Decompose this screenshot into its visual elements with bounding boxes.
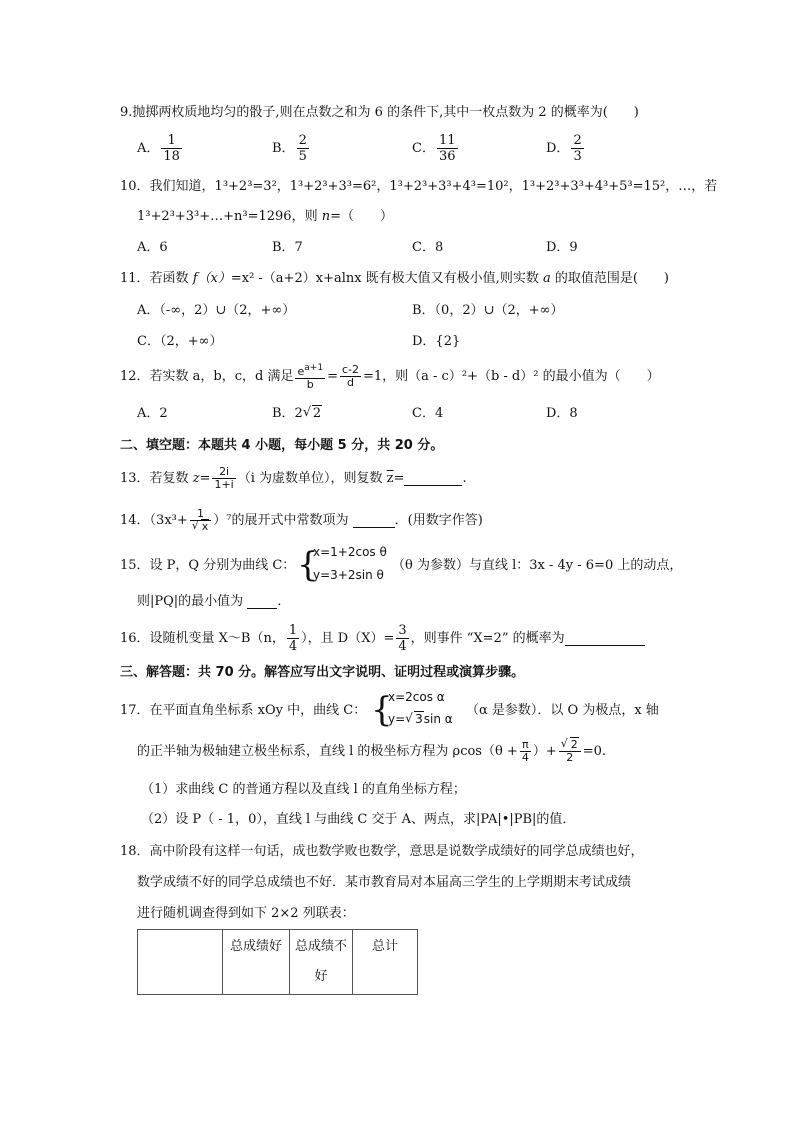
- section-2-heading: 二、填空题：本题共 4 小题，每小题 5 分，共 20 分。: [120, 438, 444, 453]
- q11-option-b: B．（0，2）∪（2，+∞）: [412, 303, 564, 318]
- q15-system-line2: y=3+2sin θ: [313, 568, 384, 582]
- q17-stem-pre: 17．在平面直角坐标系 xOy 中，曲线 C：: [120, 703, 367, 718]
- q18-line1: 18．高中阶段有这样一句话，成也数学败也数学，意思是说数学成绩好的同学总成绩也好，: [120, 844, 644, 859]
- q15-line2: 则|PQ|的最小值为 ．: [137, 594, 291, 609]
- q10-line2: 1³+2³+3³+…+n³=1296，则 n=（ ）: [137, 209, 393, 224]
- q17-system-line1: x=2cos α: [388, 690, 445, 704]
- q15-stem-post: （θ 为参数）与直线 l：3x - 4y - 6=0 上的动点，: [392, 558, 683, 573]
- q18-line2: 数学成绩不好的同学总成绩也不好．某市教育局对本届高三学生的上学期期末考试成绩: [137, 875, 632, 890]
- q10-option-d: D．9: [546, 240, 578, 255]
- q9-option-a: A． $\frac{1}{18}$: [137, 133, 180, 164]
- q12-option-a: A．2: [137, 406, 168, 421]
- q18-line3: 进行随机调查得到如下 2×2 列联表：: [137, 906, 355, 921]
- q15-brace: {: [297, 545, 319, 585]
- q17-part1: （1）求曲线 C 的普通方程以及直线 l 的直角坐标方程；: [141, 782, 466, 797]
- q17-brace: {: [371, 690, 393, 730]
- q15-answer-blank: [247, 595, 277, 609]
- q10-option-b: B．7: [272, 240, 303, 255]
- q14-answer-blank: [353, 514, 395, 528]
- q10-option-c: C．8: [412, 240, 444, 255]
- section-3-heading: 三、解答题：共 70 分。解答应写出文字说明、证明过程或演算步骤。: [120, 665, 525, 680]
- table-header-cell: 总成绩好: [223, 930, 290, 995]
- q10-option-a: A．6: [137, 240, 168, 255]
- q13-answer-blank: [404, 472, 462, 486]
- q16-stem: 16．设随机变量 X～B（n， $\frac{1}{4}$ ），且 D（X）= $\frac{3}{4}$ ，则事件 “X=2” 的概率为: [120, 623, 645, 654]
- q15-stem-pre: 15．设 P，Q 分别为曲线 C：: [120, 558, 296, 573]
- q11-stem: 11．若函数 f（x）=x² -（a+2）x+alnx 既有极大值又有极小值,则实数 a 的取值范围是( ): [120, 271, 669, 286]
- q10-line1: 10．我们知道，1³+2³=3²，1³+2³+3³=6²，1³+2³+3³+4³=10²，1³+2³+3³+4³+5³=15²，…，若: [120, 179, 718, 194]
- table-header-cell: [138, 930, 223, 995]
- table-row: [138, 930, 418, 995]
- q11-option-a: A．（-∞，2）∪（2，+∞）: [137, 303, 296, 318]
- q11-option-d: D．{2}: [412, 334, 461, 349]
- q9-option-d: D． $\frac{2}{3}$: [546, 133, 582, 164]
- q14-stem: 14．（3x³+ 1 √ x ）⁷的展开式中常数项为 ．(用数字作答): [120, 508, 483, 533]
- contingency-table: [137, 929, 418, 995]
- q17-line2: 的正半轴为极轴建立极坐标系，直线 l 的极坐标方程为 ρcos（θ + $\frac{\pi}{4}$ ）+ √ $\frac{2}{2}$ =0.: [137, 739, 606, 764]
- table-header-cell: 总计: [353, 930, 418, 995]
- q17-part2: （2）设 P（ - 1，0），直线 l 与曲线 C 交于 A、两点，求|PA|•|PB|的值．: [141, 812, 576, 827]
- q9-stem: 9.抛掷两枚质地均匀的骰子,则在点数之和为 6 的条件下,其中一枚点数为 2 的概率为( ): [120, 105, 639, 120]
- q11-option-c: C．（2，+∞）: [137, 334, 223, 349]
- q15-system-line1: x=1+2cos θ: [313, 545, 387, 559]
- q12-stem: 12．若实数 a，b，c，d 满足 $\frac{e^{a+1}}{b}$ = $\frac{c-2}{d}$ =1，则（a - c）²+（b - d）² 的最小值为（ ）: [120, 363, 660, 391]
- q13-stem: 13．若复数 z= $\frac{2i}{1+i}$ （i 为虚数单位），则复数 $\overline{z}=$ .: [120, 465, 467, 491]
- q16-answer-blank: [565, 632, 645, 646]
- q12-option-b: B．2 √ 2: [272, 407, 322, 420]
- q12-option-d: D．8: [546, 406, 578, 421]
- q17-system-line2: y= √ 3sin α: [388, 713, 453, 725]
- q9-option-b: B． $\frac{2}{5}$: [272, 133, 307, 164]
- q12-option-c: C．4: [412, 406, 444, 421]
- table-header-cell: 总成绩不好: [290, 930, 353, 995]
- q17-stem-post: （α 是参数）．以 O 为极点，x 轴: [466, 703, 659, 718]
- q9-option-c: C． $\frac{11}{36}$: [412, 133, 456, 164]
